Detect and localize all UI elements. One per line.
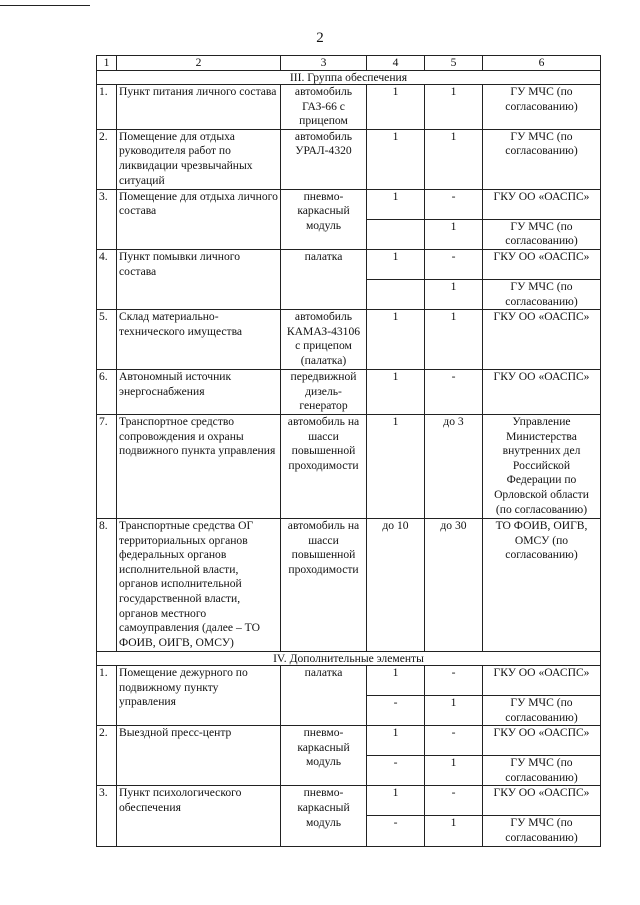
quantity: 1 xyxy=(367,189,425,219)
quantity: - xyxy=(425,189,483,219)
row-number: 2. xyxy=(97,129,117,189)
responsible: ГКУ ОО «ОАСПС» xyxy=(483,665,601,695)
quantity: 1 xyxy=(425,756,483,786)
col-header: 3 xyxy=(281,56,367,71)
table-row xyxy=(97,414,601,518)
col-header: 5 xyxy=(425,56,483,71)
quantity: 1 xyxy=(367,414,425,518)
quantity: 1 xyxy=(425,219,483,249)
col-header: 4 xyxy=(367,56,425,71)
item-name: Автономный источник энергоснабжения xyxy=(117,370,281,415)
item-name: Пункт психологического обеспечения xyxy=(117,786,281,846)
item-name: Склад материально-технического имущества xyxy=(117,310,281,370)
item-name: Транспортное средство сопровождения и охраны подвижного пункта управления xyxy=(117,414,281,518)
responsible: ГУ МЧС (по согласованию) xyxy=(483,816,601,846)
section-header-row xyxy=(97,71,601,85)
responsible: ГУ МЧС (по согласованию) xyxy=(483,279,601,309)
responsible: ГУ МЧС (по согласованию) xyxy=(483,756,601,786)
quantity: - xyxy=(425,665,483,695)
item-name: Помещение для отдыха руководителя работ по ликвидации чрезвычайных ситуаций xyxy=(117,129,281,189)
row-number: 1. xyxy=(97,665,117,725)
column-numbers-row xyxy=(97,56,601,71)
item-name: Транспортные средства ОГ территориальных органов федеральных органов исполнительной власти, органов исполнительной государственной власти, органов местного самоуправления (далее – ТО ФОИВ, ОИГВ, ОМСУ) xyxy=(117,518,281,651)
quantity: - xyxy=(425,249,483,279)
section-title: III. Группа обеспечения xyxy=(97,71,601,85)
quantity: - xyxy=(367,816,425,846)
quantity: 1 xyxy=(425,695,483,725)
item-name: Выездной пресс-центр xyxy=(117,726,281,786)
row-number: 3. xyxy=(97,786,117,846)
equipment: палатка xyxy=(281,665,367,725)
quantity: 1 xyxy=(367,85,425,130)
row-number: 4. xyxy=(97,249,117,309)
equipment: передвижной дизель-генератор xyxy=(281,370,367,415)
table-row xyxy=(97,726,601,756)
row-number: 1. xyxy=(97,85,117,130)
row-number: 8. xyxy=(97,518,117,651)
quantity: 1 xyxy=(367,310,425,370)
page-number: 2 xyxy=(316,30,324,46)
responsible: ГУ МЧС (по согласованию) xyxy=(483,695,601,725)
quantity: 1 xyxy=(367,249,425,279)
equipment: автомобиль на шасси повышенной проходимости xyxy=(281,518,367,651)
equipment: автомобиль УРАЛ-4320 xyxy=(281,129,367,189)
table-row xyxy=(97,518,601,651)
table-row xyxy=(97,189,601,219)
quantity xyxy=(367,279,425,309)
responsible: Управление Министерства внутренних дел Российской Федерации по Орловской области (по согласованию) xyxy=(483,414,601,518)
table-row xyxy=(97,310,601,370)
quantity: 1 xyxy=(425,85,483,130)
quantity: 1 xyxy=(425,279,483,309)
row-number: 3. xyxy=(97,189,117,249)
responsible: ГУ МЧС (по согласованию) xyxy=(483,85,601,130)
responsible: ГКУ ОО «ОАСПС» xyxy=(483,310,601,370)
equipment: пневмо-каркасный модуль xyxy=(281,726,367,786)
item-name: Помещение дежурного по подвижному пункту управления xyxy=(117,665,281,725)
quantity: 1 xyxy=(367,726,425,756)
table-row xyxy=(97,249,601,279)
table-row xyxy=(97,85,601,130)
col-header: 2 xyxy=(117,56,281,71)
equipment: пневмо-каркасный модуль xyxy=(281,189,367,249)
quantity: - xyxy=(425,726,483,756)
col-header: 1 xyxy=(97,56,117,71)
responsible: ГКУ ОО «ОАСПС» xyxy=(483,726,601,756)
equipment: автомобиль ГАЗ-66 с прицепом xyxy=(281,85,367,130)
section-header-row xyxy=(97,651,601,665)
item-name: Помещение для отдыха личного состава xyxy=(117,189,281,249)
table-row xyxy=(97,665,601,695)
quantity xyxy=(367,219,425,249)
responsible: ТО ФОИВ, ОИГВ, ОМСУ (по согласованию) xyxy=(483,518,601,651)
item-name: Пункт помывки личного состава xyxy=(117,249,281,309)
quantity: 1 xyxy=(425,816,483,846)
responsible: ГКУ ОО «ОАСПС» xyxy=(483,370,601,415)
quantity: 1 xyxy=(367,370,425,415)
quantity: до 10 xyxy=(367,518,425,651)
top-left-rule xyxy=(0,5,90,6)
equipment: автомобиль на шасси повышенной проходимости xyxy=(281,414,367,518)
quantity: 1 xyxy=(425,310,483,370)
table-row xyxy=(97,370,601,415)
responsible: ГКУ ОО «ОАСПС» xyxy=(483,189,601,219)
resources-table xyxy=(96,55,601,847)
responsible: ГУ МЧС (по согласованию) xyxy=(483,129,601,189)
table-row xyxy=(97,786,601,816)
row-number: 6. xyxy=(97,370,117,415)
responsible: ГКУ ОО «ОАСПС» xyxy=(483,249,601,279)
equipment: пневмо-каркасный модуль xyxy=(281,786,367,846)
responsible: ГУ МЧС (по согласованию) xyxy=(483,219,601,249)
quantity: - xyxy=(425,786,483,816)
quantity: - xyxy=(367,695,425,725)
row-number: 5. xyxy=(97,310,117,370)
quantity: до 30 xyxy=(425,518,483,651)
row-number: 2. xyxy=(97,726,117,786)
quantity: - xyxy=(425,370,483,415)
quantity: - xyxy=(367,756,425,786)
section-title: IV. Дополнительные элементы xyxy=(97,651,601,665)
quantity: 1 xyxy=(425,129,483,189)
quantity: 1 xyxy=(367,129,425,189)
col-header: 6 xyxy=(483,56,601,71)
equipment: палатка xyxy=(281,249,367,309)
quantity: 1 xyxy=(367,786,425,816)
quantity: 1 xyxy=(367,665,425,695)
equipment: автомобиль КАМАЗ-43106 с прицепом (палатка) xyxy=(281,310,367,370)
item-name: Пункт питания личного состава xyxy=(117,85,281,130)
quantity: до 3 xyxy=(425,414,483,518)
row-number: 7. xyxy=(97,414,117,518)
responsible: ГКУ ОО «ОАСПС» xyxy=(483,786,601,816)
table-row xyxy=(97,129,601,189)
